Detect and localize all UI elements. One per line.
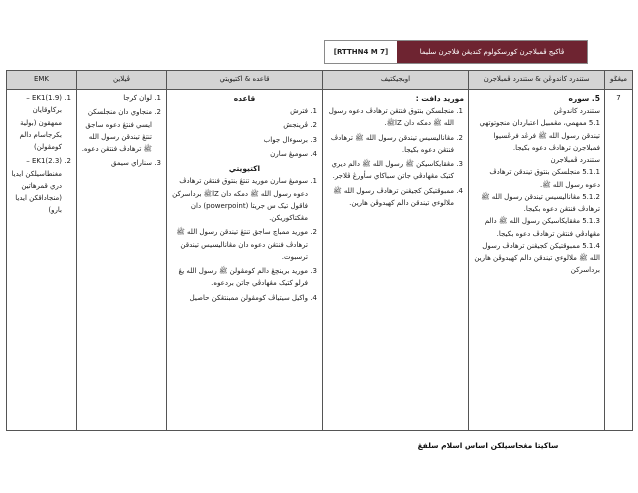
standard-title: 5. سوره xyxy=(568,94,600,103)
col-header-objective: اوبجيکتيف xyxy=(323,71,469,90)
standard-item: 5.1.2 مڠاناليسيس تيندقن رسول الله ﷺ ترهادڤ فنتڠن دعوه بکيجا. xyxy=(481,192,600,214)
objective-item: 1. منجلسکن بنتوق فنتڠن ترهادڤ دعوه رسول الله ﷺ دمکه دان Zاﷺ. xyxy=(327,105,454,130)
skill-item: 1. لوان کرجا xyxy=(81,92,152,104)
activity-list xyxy=(171,175,318,304)
rule-item: 3. برسوءال جواب xyxy=(171,134,308,146)
col-header-standard: ستندرد کاندوڠن & ستندرد ڤمبلاجرن xyxy=(469,71,605,90)
standard-item: 5.1.4 ممبوقتيکن کجيڠنن ترهادڤ رسول الله ﷺ ملالوءي تيندقن دالم کهيدوڤن هارين برداسرکن xyxy=(474,241,600,275)
objective-item: 2. مڠاناليسيس تيندقن رسول الله ﷺ ترهادڤ فنتڠن دعوه بکيجا. xyxy=(327,132,454,157)
skill-item: 3. سناراي سيمق xyxy=(81,157,152,169)
lesson-plan-table xyxy=(6,70,633,431)
activity-item: 1. سومبڠ سارن موريد تنتڠ بنتوق فنتڠن ترهادڤ دعوه رسول الله ﷺ دمکه دان Zاﷺ برداسرکن فاقول تيک س جريتا (powerpoint) دان مڠکتاکوريکن. xyxy=(171,175,308,224)
rule-item: 4. سومبڠ سارن xyxy=(171,148,308,160)
activity-item: 2. موريد ممباچ ساجق تنتڠ تيندقن رسول الله ﷺ ترهادڤ فنتڠن دعوه دان مڠاناليسيس تيندقن ترسبوت. xyxy=(171,226,308,263)
standard-cell xyxy=(469,90,605,431)
activity-cell xyxy=(167,90,323,431)
col-header-emk: EMK xyxy=(7,71,77,90)
emk-item: 1. EK1(1.9) – برکاوقايان ممهقون (بولية بکرجاسام دالم کومڤولن) xyxy=(11,92,62,153)
standard-sk-text: 5.1 ممهمي، مڠمبيل اعتباردان منجوتوتهي تيندقن رسول الله ﷺ فرڠد فرڠسيوا فمبلاجرن ترهادڤ دعوه بکيجا. xyxy=(479,119,600,152)
standard-sk-label: ستندرد کاندوڠن xyxy=(553,107,600,116)
activity-item: 3. موريد برينچڠ دالم کومڤولن ﷺ رسول الله يڠ فرلو کتيک مڠهادڤي جاتن بردعوه. xyxy=(171,265,308,290)
footer-slogan: ساکيتا مڠحاسيلکن اساس اسلام سلفڠ xyxy=(417,441,559,450)
objective-item: 4. ممبوقتيکن کجيڠنن ترهادڤ رسول الله ﷺ ملالوءي تيندقن دالم کهيدوڤن هارين. xyxy=(327,185,454,210)
objective-heading: موريد دافت : xyxy=(415,94,464,103)
emk-item: 2. EK1(2.3) – مغنطاسيلکن ايديا دري قمرهاتين (منجاداقکن ايديا بارو) xyxy=(11,155,62,216)
objective-cell xyxy=(323,90,469,431)
col-header-week: ميڠݢو xyxy=(605,71,633,90)
banner-title: ڤاکيج ڤمبلاجرن کورسکولوم کنديڠن فلاجرن سليما xyxy=(397,41,587,63)
col-header-activity: قاعده & اکتيويتي xyxy=(167,71,323,90)
rule-list xyxy=(171,105,318,160)
col-header-skills: ڤيلاين xyxy=(77,71,167,90)
standard-item: 5.1.1 منجلسکن بنتوق تيندقن ترهادڤ دعوه رسول الله ﷺ. xyxy=(489,168,600,189)
standard-sp-label: ستندرد ڤمبلاجرن xyxy=(550,156,600,165)
objective-list xyxy=(327,105,464,209)
standard-item: 5.1.3 مڠقايکاسيکن رسول الله ﷺ دالم مڠهادڤي فنتڠن ترهادڤ دعوه بکيجا. xyxy=(484,217,600,238)
skills-cell xyxy=(77,90,167,431)
rule-heading: قاعده xyxy=(233,94,256,103)
skill-item: 2. منجاوي دان منجلسکن ايسي فنتڠ دعوه ساجق تنتڠ تيندقن رسول الله ﷺ ترهادڤ فنتڠن دعوه. xyxy=(81,106,152,155)
rule-item: 1. فترش xyxy=(171,105,308,117)
week-cell: 7 xyxy=(605,90,633,431)
table-row xyxy=(7,90,633,431)
header-banner xyxy=(324,40,588,64)
activity-item: 4. واکيل سيتياڤ کومڤولن ممبنتڠکن حاصيل xyxy=(171,292,308,304)
table-header-row xyxy=(7,71,633,90)
emk-list xyxy=(11,92,72,217)
skills-list xyxy=(81,92,162,170)
emk-cell xyxy=(7,90,77,431)
module-code: [RTTHN4 M 7] xyxy=(325,41,397,63)
objective-item: 3. مڠقايکاسيکن ﷺ رسول الله ﷺ دالم ديري کتيک مڠهادڤي جاتن سباکاي سأورڠ ڤلاجر. xyxy=(327,158,454,183)
activity-heading: اکتيويتي xyxy=(228,164,261,174)
rule-item: 2. ڤرينجش xyxy=(171,119,308,131)
